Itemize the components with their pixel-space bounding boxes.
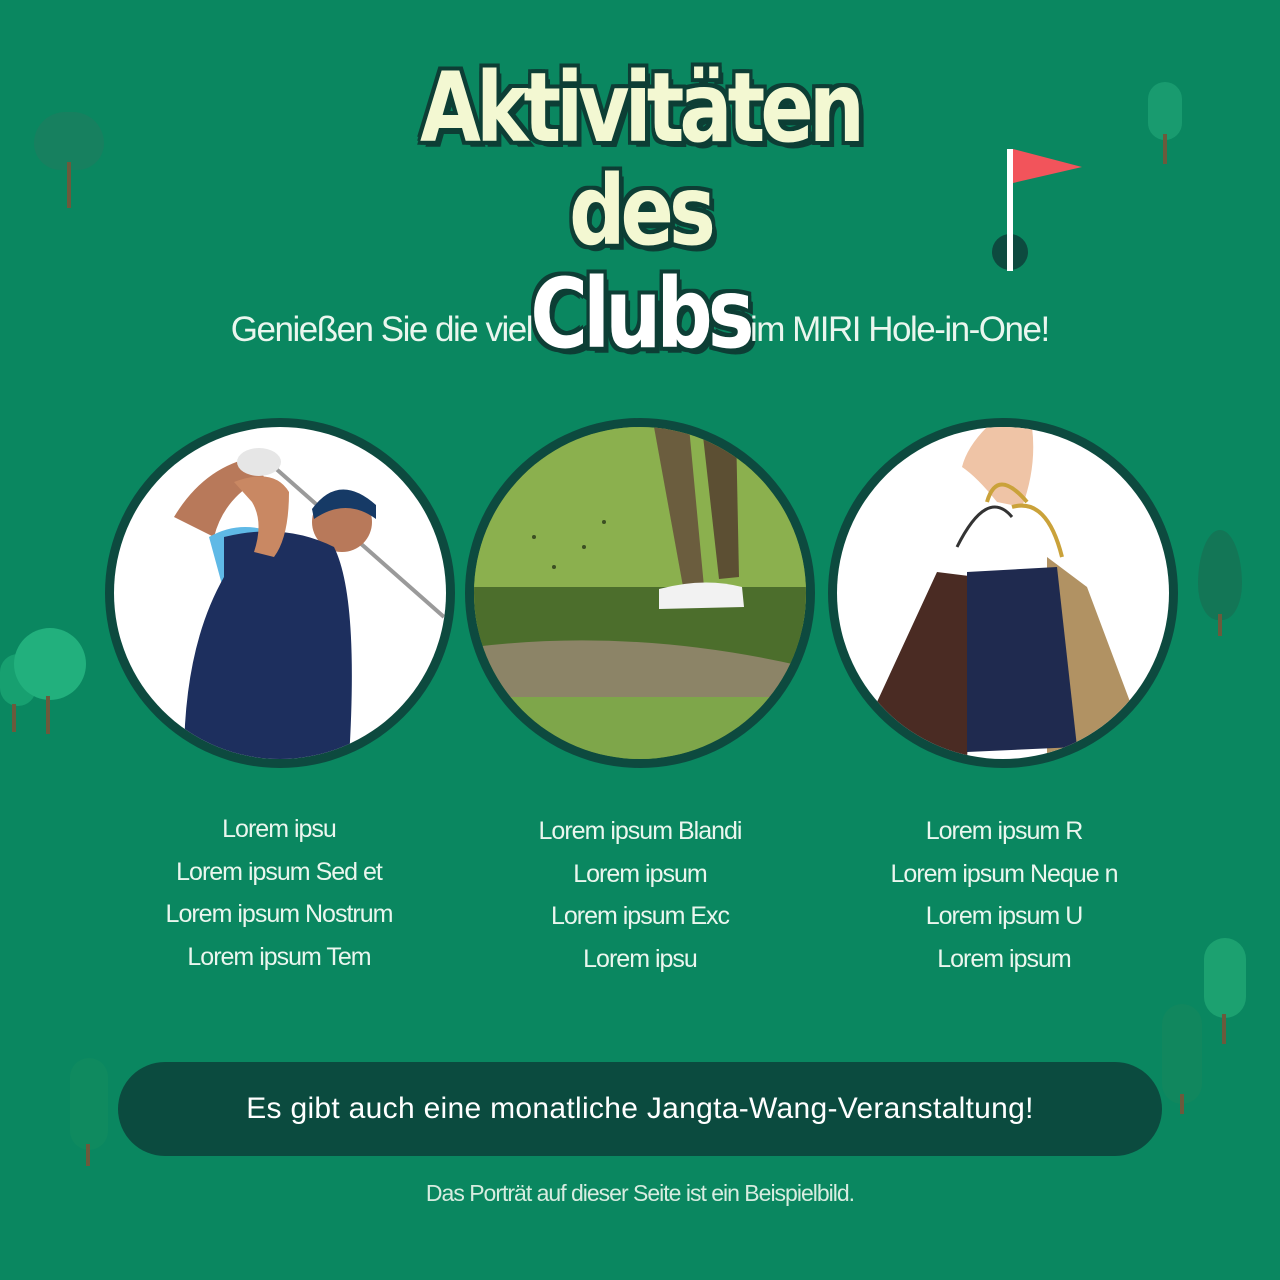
list-item: Lorem ipsum	[937, 945, 1071, 974]
list-item: Lorem ipsum Tem	[187, 943, 371, 972]
activity-image-shopping	[828, 418, 1178, 768]
list-item: Lorem ipsum Sed et	[176, 857, 382, 886]
activity-image-course	[465, 418, 815, 768]
list-item: Lorem ipsum	[573, 859, 707, 888]
tree-decoration-top-left	[34, 112, 104, 202]
title-line-1: Aktivitäten	[420, 52, 860, 164]
list-item: Lorem ipsum Exc	[550, 902, 730, 931]
activity-list-3	[824, 810, 1184, 981]
list-item: Lorem ipsum R	[925, 817, 1083, 845]
title-line-3: Clubs	[530, 258, 750, 370]
activity-list-1	[99, 808, 459, 979]
title-line-2: des	[569, 155, 711, 267]
footnote: Das Porträt auf dieser Seite ist ein Beispielbild.	[425, 1180, 855, 1206]
activity-image-golfer	[105, 418, 455, 768]
list-item: Lorem ipsum U	[925, 902, 1083, 931]
list-item: Lorem ipsum Blandi	[538, 817, 742, 845]
event-banner-text: Es gibt auch eine monatliche Jangta-Wang-Veranstaltung!	[246, 1092, 1034, 1125]
subtitle-after: im MIRI Hole-in-One!	[750, 310, 1049, 349]
tree-decoration-right-middle	[1196, 530, 1244, 638]
event-banner	[118, 1062, 1162, 1156]
list-item: Lorem ipsum Nostrum	[165, 900, 393, 929]
golfer-swing-photo-icon	[114, 427, 446, 759]
list-item: Lorem ipsu	[583, 945, 697, 974]
tree-decoration-left-middle	[0, 626, 90, 738]
shopping-bags-photo-icon	[837, 427, 1169, 759]
activity-list-2	[460, 810, 820, 981]
golf-course-tee-photo-icon	[474, 427, 806, 759]
subtitle-before: Genießen Sie die viel	[230, 310, 532, 349]
list-item: Lorem ipsum Neque n	[890, 859, 1118, 888]
tree-decoration-bottom-left	[68, 1058, 110, 1168]
list-item: Lorem ipsu	[222, 815, 336, 843]
